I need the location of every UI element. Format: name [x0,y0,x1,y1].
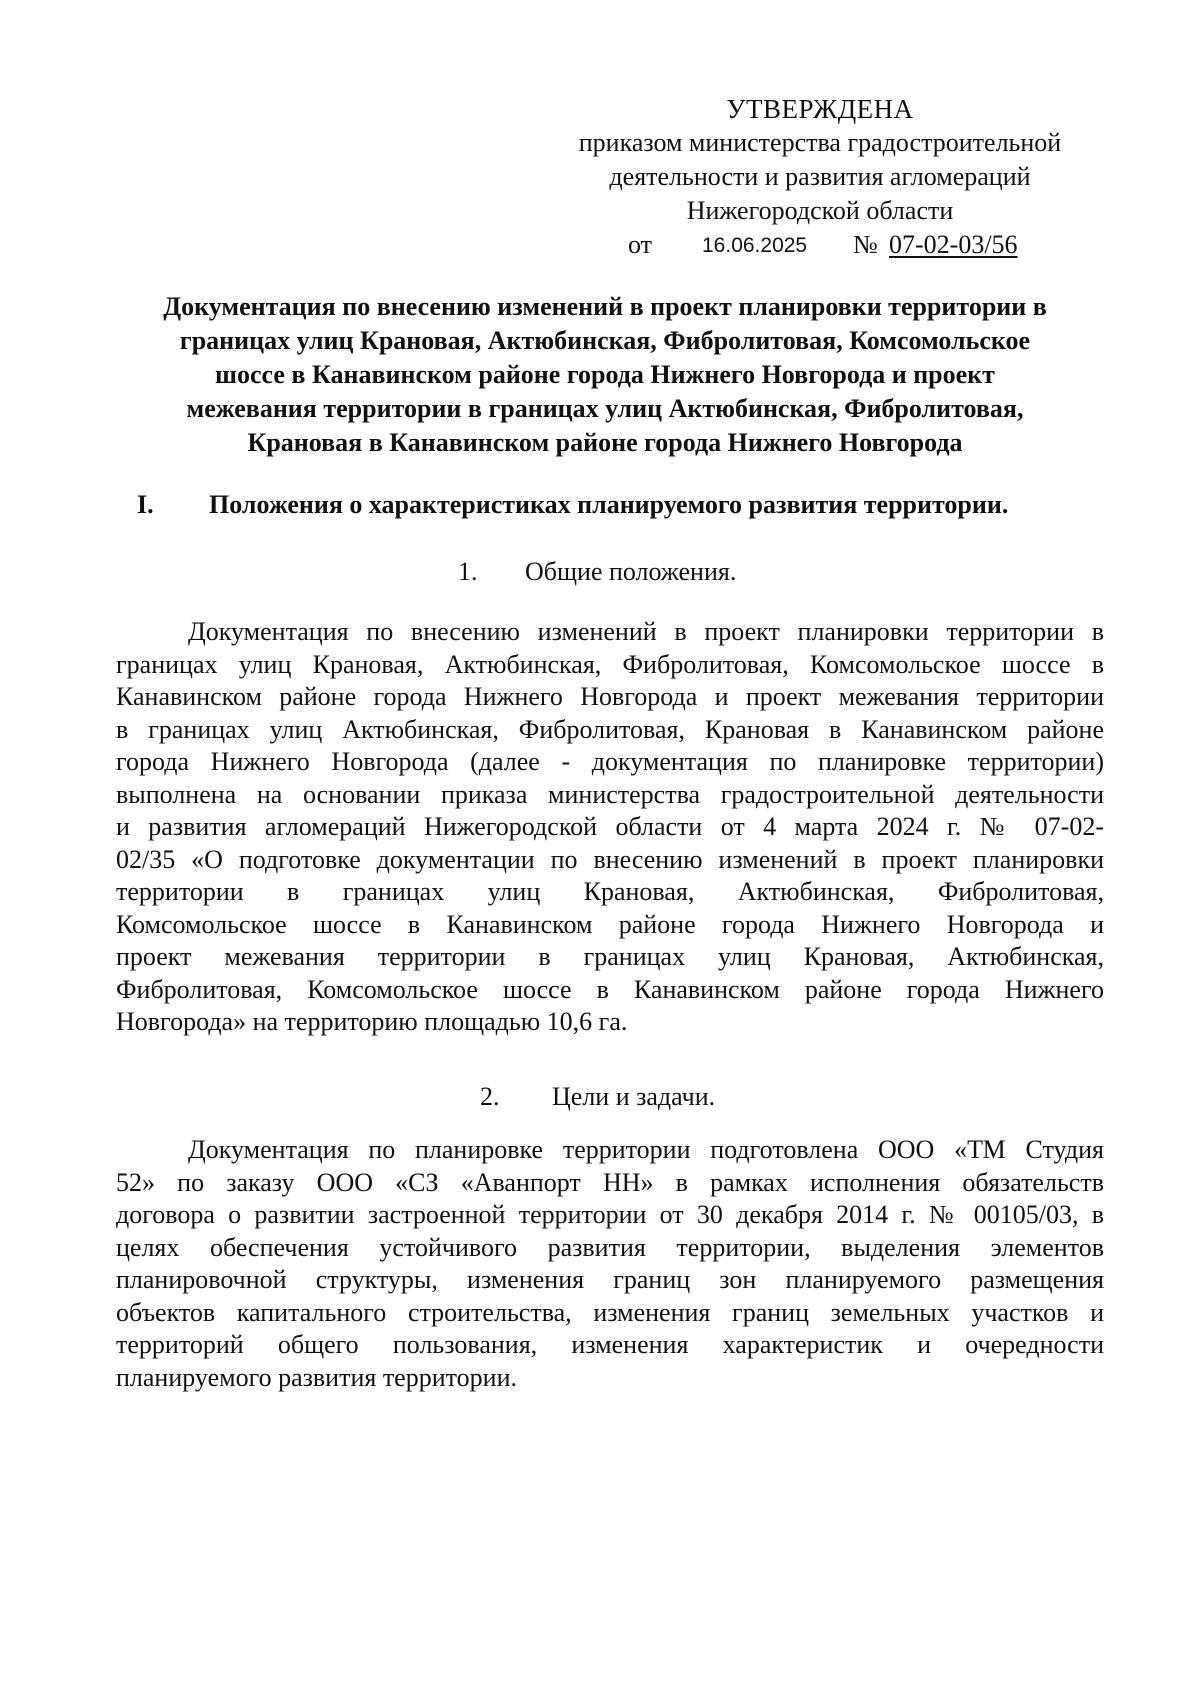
paragraph-line: 52» по заказу ООО «СЗ «Аванпорт НН» в рамках исполнения обязательств [116,1167,1104,1197]
paragraph-goals [116,1134,1104,1394]
approval-number: 07-02-03/56 [889,230,1018,259]
paragraph-line: проект межевания территории в границах улиц Крановая, Актюбинская, [116,942,1104,971]
document-title-line: шоссе в Канавинском районе города Нижнего Новгорода и проект [215,360,995,389]
paragraph-line: Документация по внесению изменений в проект планировки территории в [188,617,1104,646]
paragraph-line: выполнена на основании приказа министерства градостроительной деятельности [116,779,1104,809]
paragraph-line: планируемого развития территории. [116,1362,517,1392]
paragraph-line: объектов капитального строительства, изменения границ земельных участков и [116,1297,1104,1327]
paragraph-line: Новгорода» на территорию площадью 10,6 га. [116,1007,628,1036]
paragraph-line: границах улиц Крановая, Актюбинская, Фибролитовая, Комсомольское шоссе в [116,649,1104,679]
subsection-title: Цели и задачи. [552,1082,716,1111]
paragraph-line: Фибролитовая, Комсомольское шоссе в Канавинском районе города Нижнего [116,974,1104,1004]
approval-date-prefix: от [628,230,653,259]
approval-date: 16.06.2025 [702,234,808,257]
document-title-line: Документация по внесению изменений в проект планировки территории в [163,292,1047,321]
document-title-line: границах улиц Крановая, Актюбинская, Фибролитовая, Комсомольское [179,326,1031,355]
subsection-heading-goals [480,1080,880,1114]
approval-line-1: приказом министерства градостроительной [578,128,1062,157]
paragraph-line: Комсомольское шоссе в Канавинском районе города Нижнего Новгорода и [116,909,1104,939]
paragraph-line: планировочной структуры, изменения границ зон планируемого размещения [116,1265,1104,1294]
paragraph-line: целях обеспечения устойчивого развития территории, выделения элементов [116,1232,1104,1262]
approval-stamp-block [540,92,1100,228]
approval-date-row [628,228,1108,262]
paragraph-line: 02/35 «О подготовке документации по внесению изменений в проект планировки [116,844,1104,874]
document-title-line: Крановая в Канавинском районе города Нижнего Новгорода [247,428,963,457]
paragraph-line: в границах улиц Актюбинская, Фибролитовая, Крановая в Канавинском районе [116,714,1104,744]
paragraph-line: Канавинском районе города Нижнего Новгорода и проект межевания территории [116,682,1104,711]
paragraph-line: территорий общего пользования, изменения характеристик и очередности [116,1330,1104,1359]
section-heading [137,488,1107,522]
paragraph-line: Документация по планировке территории подготовлена ООО «ТМ Студия [188,1135,1104,1164]
section-title: Положения о характеристиках планируемого развития территории. [209,490,1009,519]
approval-number-sign: № [853,230,878,259]
paragraph-line: договора о развитии застроенной территории от 30 декабря 2014 г. № 00105/03, в [116,1200,1104,1229]
document-title-line: межевания территории в границах улиц Актюбинская, Фибролитовая, [186,394,1024,423]
subsection-title: Общие положения. [525,557,737,586]
subsection-number: 1. [458,557,478,586]
approval-title: УТВЕРЖДЕНА [726,94,914,124]
paragraph-line: и развития агломераций Нижегородской области от 4 марта 2024 г. № 07-02- [116,812,1104,841]
document-title [112,290,1098,460]
subsection-heading-general [458,555,858,589]
approval-line-2: деятельности и развития агломераций [609,162,1031,191]
paragraph-line: территории в границах улиц Крановая, Актюбинская, Фибролитовая, [116,877,1104,906]
paragraph-general [116,616,1104,1039]
subsection-number: 2. [480,1082,500,1111]
approval-line-3: Нижегородской области [686,196,954,225]
paragraph-line: города Нижнего Новгорода (далее - документация по планировке территории) [116,747,1104,776]
section-number: I. [137,490,154,519]
